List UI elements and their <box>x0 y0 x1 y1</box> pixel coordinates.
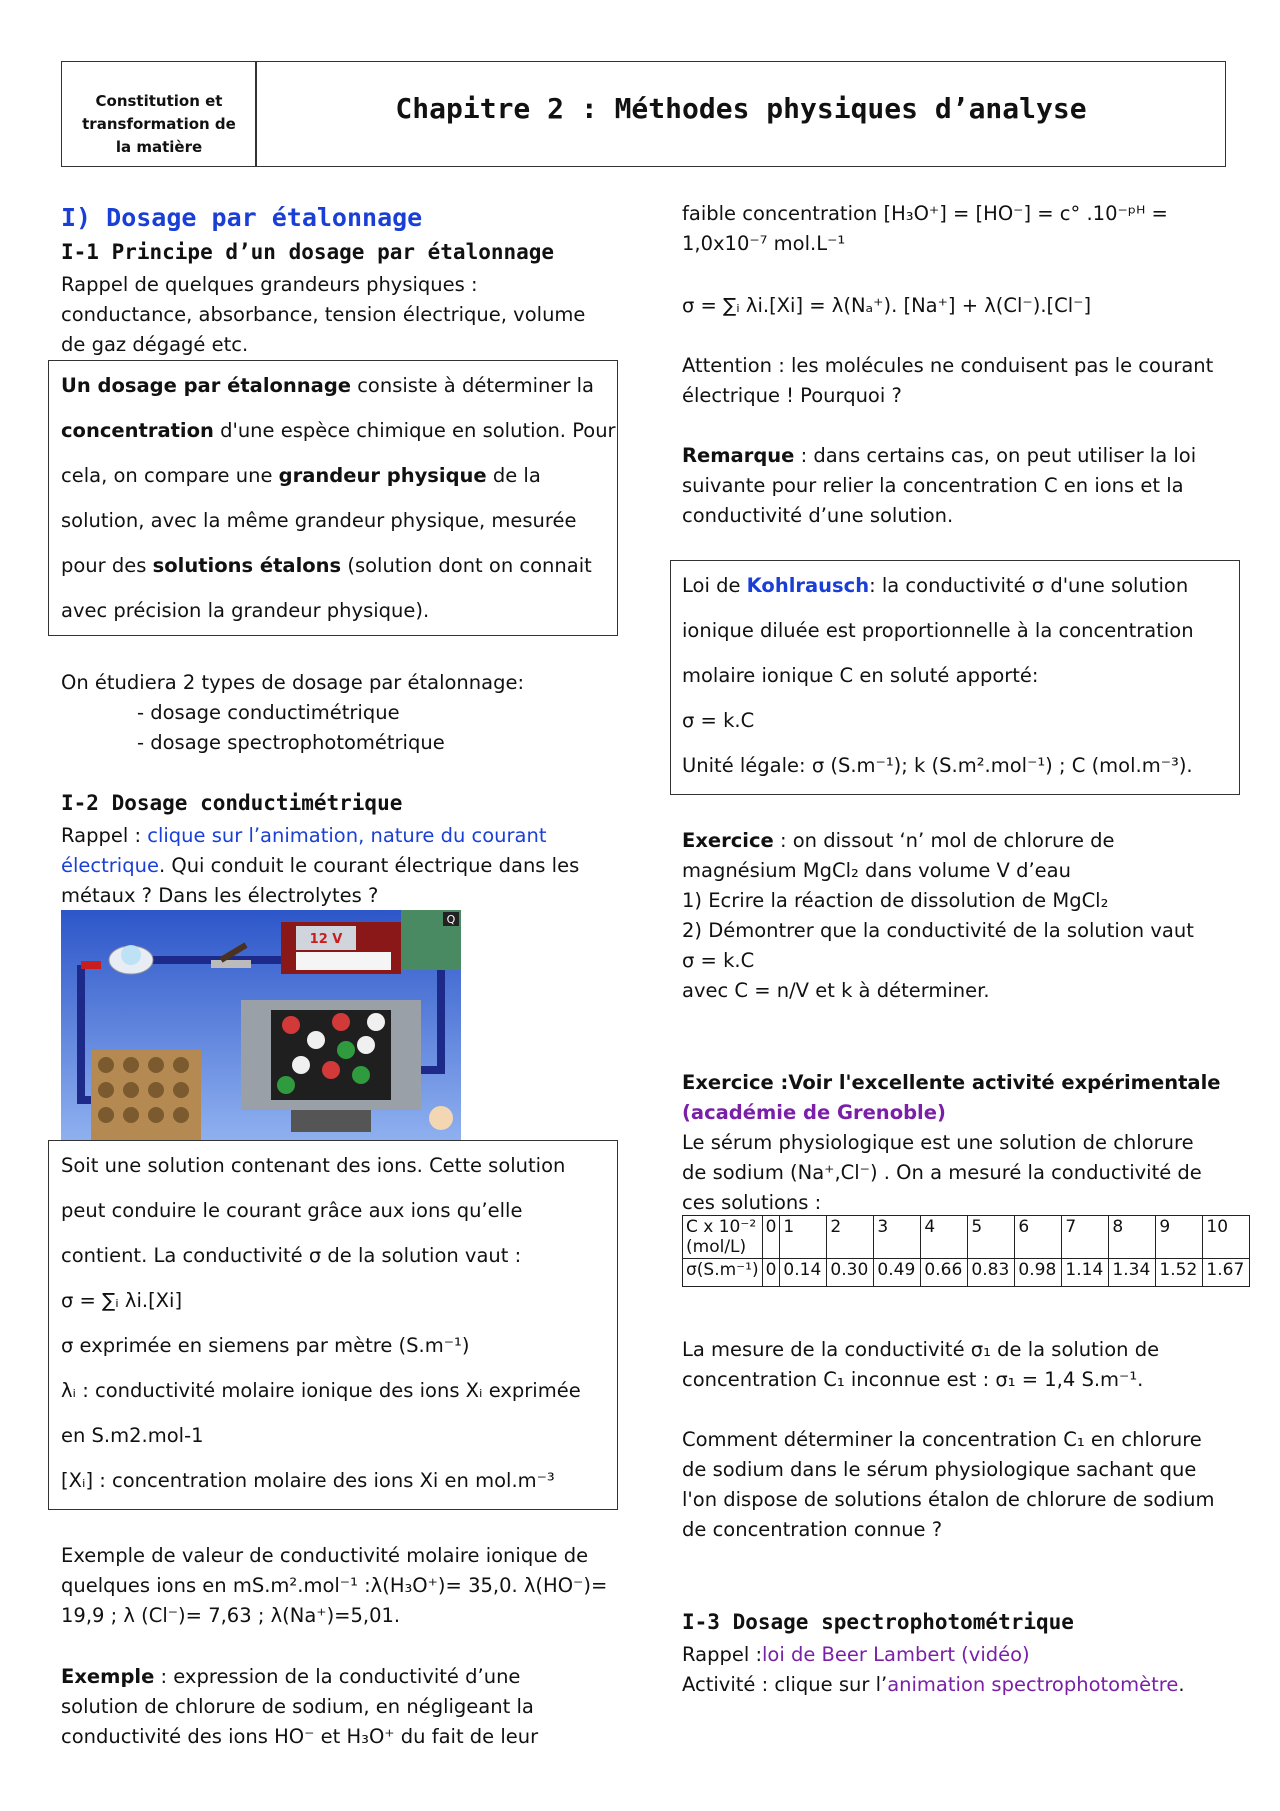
subsection-title-1-2: I-2 Dosage conductimétrique <box>61 791 403 815</box>
table-cell: 2 <box>827 1216 874 1259</box>
table-header-cell: σ(S.m⁻¹) <box>683 1259 763 1287</box>
svg-text:Q: Q <box>446 913 456 926</box>
table-cell: 6 <box>1015 1216 1062 1259</box>
table-cell: 8 <box>1109 1216 1156 1259</box>
exercise-2: Exercice :Voir l'excellente activité expérimentale (académie de Grenoble) Le sérum physiologique est une solution de chlorure de sodium (Na⁺,Cl⁻) . On a mesuré la conductivité de ces solutions : <box>682 1071 1221 1214</box>
table-row <box>683 1216 1250 1259</box>
page-title: Chapitre 2 : Méthodes physiques d’analyse <box>395 92 1087 125</box>
conductivity-formula: σ = ∑ᵢ λi.[Xi] = λ(Nₐ⁺). [Na⁺] + λ(Cl⁻).[Cl⁻] <box>682 294 1092 317</box>
definition-text: Un dosage par étalonnage consiste à déterminer la concentration d'une espèce chimique en solution. Pour cela, on compare une grandeur physique de la solution, avec la même grandeur physique, mesurée pour des solutions étalons (solution dont on connait avec précision la grandeur physique). <box>61 374 616 622</box>
table-cell: 0.14 <box>780 1259 827 1287</box>
table-cell: 0.98 <box>1015 1259 1062 1287</box>
dosage-types: On étudiera 2 types de dosage par étalonnage: - dosage conductimétrique - dosage spectrophotométrique <box>61 671 525 754</box>
table-header-cell: C x 10⁻² (mol/L) <box>683 1216 763 1259</box>
table-cell: 0.66 <box>921 1259 968 1287</box>
table-cell: 1.34 <box>1109 1259 1156 1287</box>
table-cell: 1.67 <box>1203 1259 1250 1287</box>
table-cell: 1.52 <box>1156 1259 1203 1287</box>
table-cell: 0.30 <box>827 1259 874 1287</box>
exercise-1: Exercice : on dissout ‘n’ mol de chlorure de magnésium MgCl₂ dans volume V d’eau 1) Ecrire la réaction de dissolution de MgCl₂ 2) Démontrer que la conductivité de la solution vaut σ = k.C avec C = n/V et k à déterminer. <box>682 829 1194 1002</box>
table-cell: 4 <box>921 1216 968 1259</box>
table-cell: 0 <box>762 1259 780 1287</box>
header-left-label: Constitution et transformation de la matière <box>82 92 236 156</box>
kohlrausch-link[interactable]: Kohlrausch <box>746 574 870 597</box>
subsection-title-1-3: I-3 Dosage spectrophotométrique <box>682 1610 1074 1634</box>
table-cell: 0.49 <box>874 1259 921 1287</box>
table-row <box>683 1259 1250 1287</box>
subsection-title-1-1: I-1 Principe d’un dosage par étalonnage <box>61 240 555 264</box>
animation-link[interactable]: clique sur l’animation, nature du courant <box>147 824 547 847</box>
concentration-continuation: faible concentration [H₃O⁺] = [HO⁻] = c° .10⁻ᵖᴴ = 1,0x10⁻⁷ mol.L⁻¹ <box>682 202 1168 255</box>
remarque-paragraph: Remarque : dans certains cas, on peut utiliser la loi suivante pour relier la concentration C en ions et la conductivité d’une solution. <box>682 444 1197 527</box>
table-cell: 1 <box>780 1216 827 1259</box>
table-cell: 7 <box>1062 1216 1109 1259</box>
circuit-illustration <box>61 910 461 1140</box>
table-cell: 10 <box>1203 1216 1250 1259</box>
section-title-1: I) Dosage par étalonnage <box>61 203 423 232</box>
conductivity-table <box>682 1215 1250 1287</box>
table-cell: 0.83 <box>968 1259 1015 1287</box>
svg-text:12 V: 12 V <box>309 932 343 947</box>
question-paragraph: Comment déterminer la concentration C₁ en chlorure de sodium dans le sérum physiologique sachant que l'on dispose de solutions étalon de chlorure de sodium de concentration connue ? <box>682 1428 1215 1541</box>
attention-paragraph: Attention : les molécules ne conduisent pas le courant électrique ! Pourquoi ? <box>682 354 1214 407</box>
rappel-paragraph: Rappel de quelques grandeurs physiques : conductance, absorbance, tension électrique, volume de gaz dégagé etc. <box>61 273 586 356</box>
exemple-paragraph: Exemple : expression de la conductivité d’une solution de chlorure de sodium, en négligeant la conductivité des ions HO⁻ et H₃O⁺ du fait de leur <box>61 1665 539 1748</box>
grenoble-link[interactable]: (académie de Grenoble) <box>682 1101 946 1124</box>
table-cell: 0 <box>762 1216 780 1259</box>
beer-lambert-link[interactable]: loi de Beer Lambert (vidéo) <box>762 1643 1030 1666</box>
conductivity-table-wrap <box>682 1215 1250 1287</box>
table-cell: 9 <box>1156 1216 1203 1259</box>
conductivity-text: Soit une solution contenant des ions. Cette solution peut conduire le courant grâce aux ions qu’elle contient. La conductivité σ de la solution vaut : σ = ∑ᵢ λi.[Xi] σ exprimée en siemens par mètre (S.m⁻¹) λᵢ : conductivité molaire ionique des ions Xᵢ exprimée en S.m2.mol-1 [Xᵢ] : concentration molaire des ions Xi en mol.m⁻³ <box>61 1154 581 1492</box>
kohlrausch-text: Loi de Kohlrausch: la conductivité σ d'une solution ionique diluée est proportionnelle à la concentration molaire ionique C en soluté apporté: σ = k.C Unité légale: σ (S.m⁻¹); k (S.m².mol⁻¹) ; C (mol.m⁻³). <box>682 574 1194 777</box>
rappel-conductimetrie: Rappel : clique sur l’animation, nature du courant électrique. Qui conduit le courant électrique dans les métaux ? Dans les électrolytes ? <box>61 824 580 907</box>
table-cell: 3 <box>874 1216 921 1259</box>
animation-link-continued[interactable]: électrique <box>61 854 159 877</box>
table-cell: 5 <box>968 1216 1015 1259</box>
table-cell: 1.14 <box>1062 1259 1109 1287</box>
ion-values-paragraph: Exemple de valeur de conductivité molaire ionique de quelques ions en mS.m².mol⁻¹ :λ(H₃O⁺)= 35,0. λ(HO⁻)= 19,9 ; λ (Cl⁻)= 7,63 ; λ(Na⁺)=5,01. <box>61 1544 608 1627</box>
mesure-paragraph: La mesure de la conductivité σ₁ de la solution de concentration C₁ inconnue est : σ₁ = 1,4 S.m⁻¹. <box>682 1338 1160 1391</box>
spectro-rappel: Rappel :loi de Beer Lambert (vidéo) Activité : clique sur l’animation spectrophotomètre. <box>682 1643 1185 1696</box>
circuit-animation-image[interactable] <box>61 910 461 1140</box>
spectrophotometer-link[interactable]: animation spectrophotomètre <box>887 1673 1179 1696</box>
